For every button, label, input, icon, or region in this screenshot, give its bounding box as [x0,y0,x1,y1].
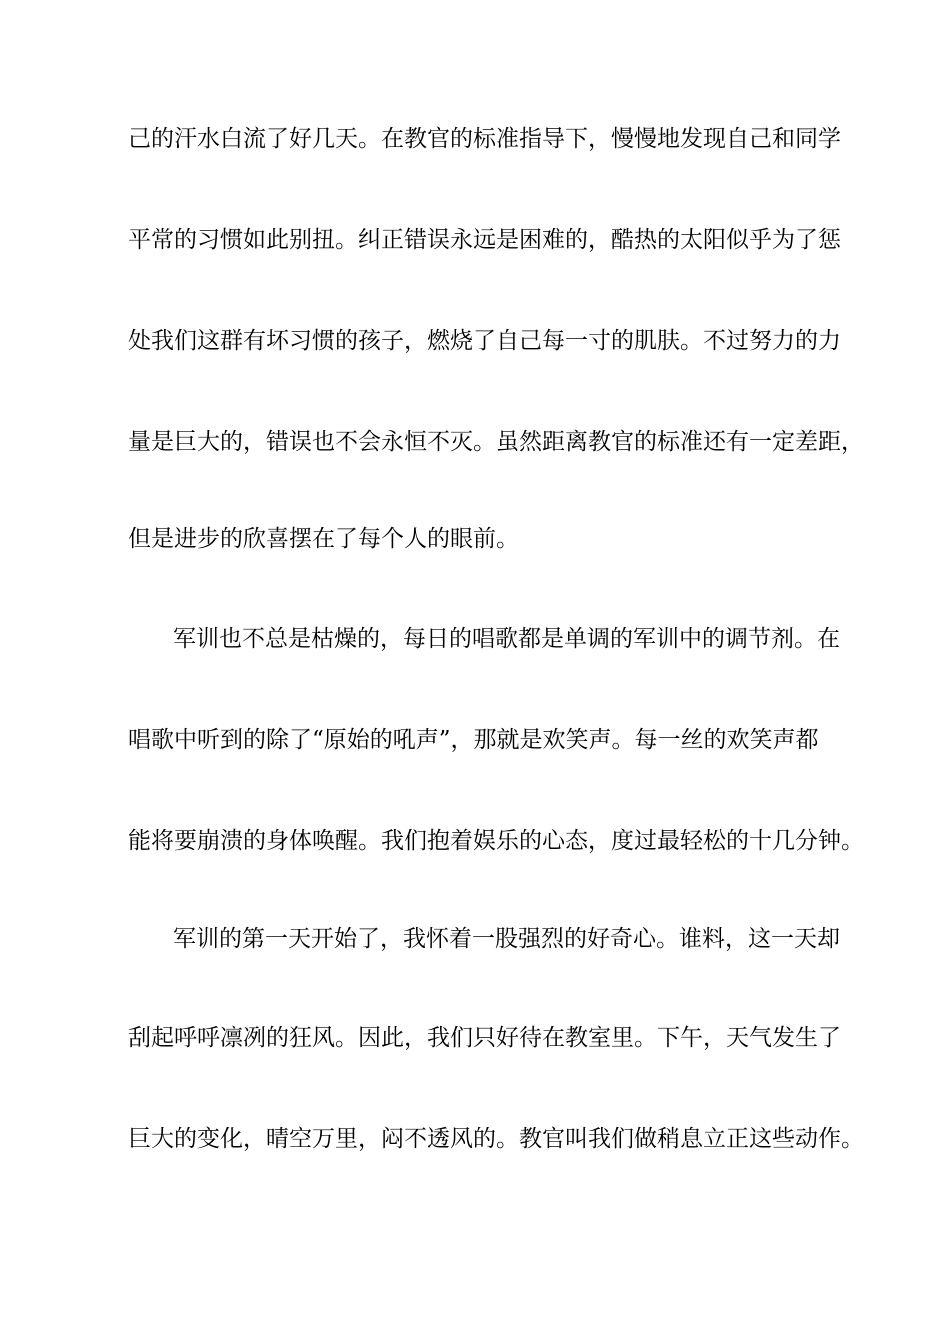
text-line: 但是进步的欣喜摆在了每个人的眼前。 [128,526,519,552]
text-line: 唱歌中听到的除了“原始的吼声”，那就是欢笑声。每一丝的欢笑声都 [128,727,819,753]
text-line: 量是巨大的，错误也不会永恒不灭。虽然距离教官的标准还有一定差距， [128,429,864,455]
text-line: 刮起呼呼凛冽的狂风。因此，我们只好待在教室里。下午，天气发生了 [128,1025,841,1051]
text-line: 处我们这群有坏习惯的孩子，燃烧了自己每一寸的肌肤。不过努力的力 [128,328,841,354]
text-line: 巨大的变化，晴空万里，闷不透风的。教官叫我们做稍息立正这些动作。 [128,1126,864,1152]
text-line: 平常的习惯如此别扭。纠正错误永远是困难的，酷热的太阳似乎为了惩 [128,227,841,253]
text-line: 能将要崩溃的身体唤醒。我们抱着娱乐的心态，度过最轻松的十几分钟。 [128,828,864,854]
paragraph-start-line: 军训的第一天开始了，我怀着一股强烈的好奇心。谁料，这一天却 [173,926,840,952]
paragraph-start-line: 军训也不总是枯燥的，每日的唱歌都是单调的军训中的调节剂。在 [173,626,840,652]
text-line: 己的汗水白流了好几天。在教官的标准指导下，慢慢地发现自己和同学 [128,126,841,152]
